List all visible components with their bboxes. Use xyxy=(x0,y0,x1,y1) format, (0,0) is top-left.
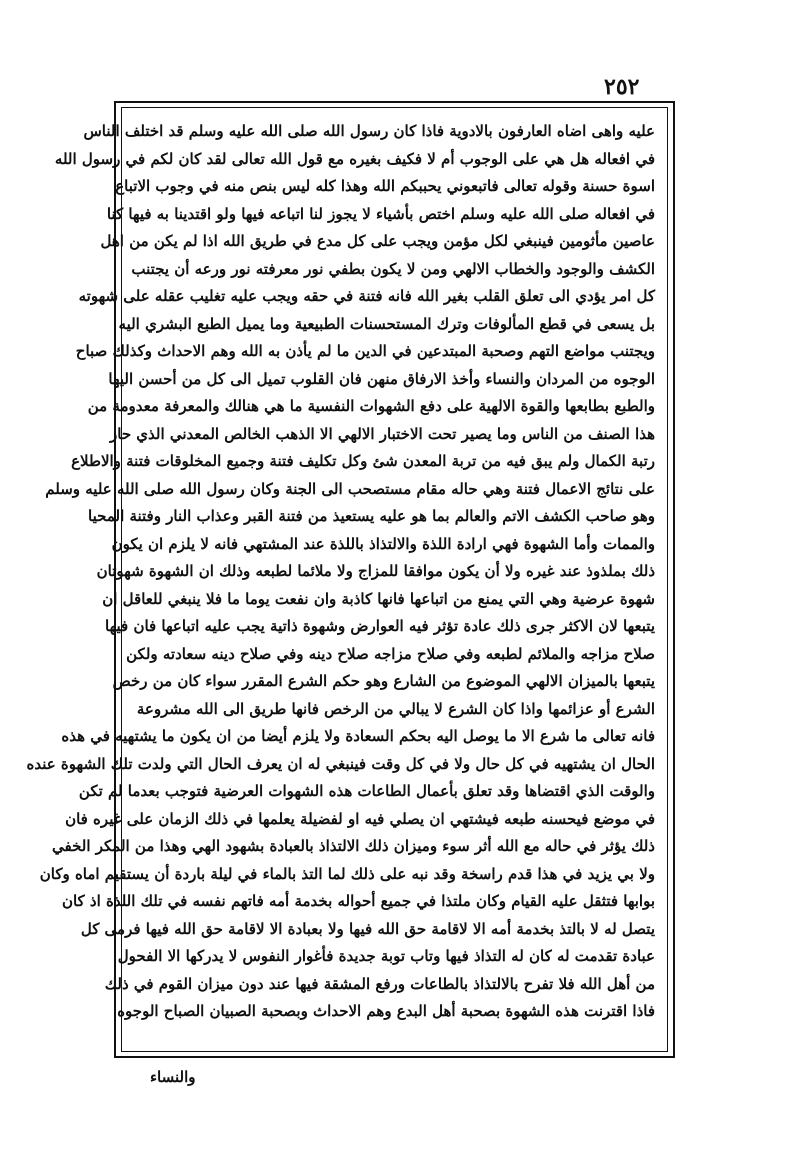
text-line: ذلك يؤثر في حاله مع الله أثر سوء وميزان ذلك الالتذاذ بالعبادة بشهود الهي وهذا من المكر الخفي xyxy=(52,837,655,855)
text-line: الحال ان يشتهيه في كل حال ولا في كل وقت فينبغي له ان يعرف الحال التي ولدت تلك الشهوة عنده xyxy=(26,754,655,773)
text-line: في افعاله هل هي على الوجوب أم لا فكيف بغيره مع قول الله تعالى لقد كان لكم في رسول الله xyxy=(54,149,655,168)
text-line: هذا الصنف من الناس وما يصير تحت الاختبار الالهي الا الذهب الخالص المعدني الذي حاز xyxy=(110,424,655,443)
text-line: يتبعها بالميزان الالهي الموضوع من الشارع وهو حكم الشرع المقرر سواء كان من رخص xyxy=(112,672,655,690)
text-line: يتصل له لا بالتذ بخدمة أمه الا لاقامة حق الله فيها ولا بعبادة الا لاقامة حق الله فيها فرمى كل xyxy=(80,919,655,938)
catchword: والنساء xyxy=(150,1068,196,1086)
text-line: اسوة حسنة وقوله تعالى فاتبعوني يحببكم الله وهذا كله ليس بنص منه في وجوب الاتباع xyxy=(115,177,655,195)
text-line: في افعاله صلى الله عليه وسلم اختص بأشياء لا يجوز لنا اتباعه فيها ولو اقتدينا به فيها كنا xyxy=(106,204,655,223)
text-line: صلاح مزاجه والملائم لطبعه وفي صلاح مزاجه صلاح دينه وفي صلاح دينه سعادته ولكن xyxy=(126,644,655,663)
text-line: عاصين مأثومين فينبغي لكل مؤمن ويجب على كل مدع في طريق الله اذا لم يكن من اهل xyxy=(100,232,655,250)
text-line: كل امر يؤدي الى تعلق القلب بغير الله فانه فتنة في حقه ويجب عليه تغليب عقله على شهوته xyxy=(78,287,655,305)
text-line: رتبة الكمال ولم يبق فيه من تربة المعدن شئ وكل تكليف فتنة وجميع المخلوقات فتنة والاطلاع xyxy=(71,452,655,470)
text-line: شهوة عرضية وهي التي يمنع من اتباعها فانها كاذبة وان نفعت يوما ما فلا ينبغي للعاقل ان xyxy=(102,589,655,608)
text-line: عبادة تقدمت له كان له التذاذ فيها وتاب توبة جديدة فأغوار النفوس لا يدركها الا الفحول xyxy=(117,947,655,965)
body-text xyxy=(26,118,655,1043)
text-line: على نتائج الاعمال فتنة وهي حاله مقام مستصحب الى الجنة وكان رسول الله صلى الله عليه وسلم xyxy=(45,479,655,498)
text-line: بل يسعى في قطع المألوفات وترك المستحسنات الطبيعية وما يميل الطبع البشري اليه xyxy=(118,314,655,333)
text-line: من أهل الله فلا تفرح بالالتذاذ بالطاعات ورفع المشقة فيها عند دون ميزان القوم في ذلك xyxy=(104,974,655,993)
text-line: الكشف والوجود والخطاب الالهي ومن لا يكون بطفي نور معرفته نور ورعه أن يجتنب xyxy=(131,259,655,278)
text-line: بوابها فتثقل عليه القيام وكان ملتذا في جميع أحواله بخدمة أمه فاتهم نفسه في تلك اللذة اذ كان xyxy=(61,892,655,910)
text-line: والطبع بطابعها والقوة الالهية على دفع الشهوات النفسية ما هي هنالك والمعرفة معدومة من xyxy=(87,397,655,415)
text-line: والممات وأما الشهوة فهي ارادة اللذة والالتذاذ باللذة عند المشتهي فانه لا يلزم ان يكون xyxy=(111,534,655,553)
text-line: ويجتنب مواضع التهم وصحبة المبتدعين في الدين ما لم يأذن به الله وهم الاحداث وكذلك صباح xyxy=(75,342,655,360)
text-line: وهو صاحب الكشف الاتم والعالم بما هو عليه يستعيذ من فتنة القبر وعذاب النار وفتنة المحيا xyxy=(88,507,655,525)
text-line: الشرع أو عزائمها واذا كان الشرع لا يبالي من الرخص فانها طريق الى الله مشروعة xyxy=(136,699,655,718)
text-line: في موضع فيحسنه طبعه فيشتهي ان يصلي فيه او لفضيلة يعلمها في ذلك الزمان على غيره فان xyxy=(65,809,655,828)
text-line: يتبعها لان الاكثر جرى ذلك عادة تؤثر فيه العوارض وشهوة ذاتية يجب عليه اتباعها فان فيها xyxy=(105,617,655,635)
text-line: فانه تعالى ما شرع الا ما يوصل اليه بحكم السعادة ولا يلزم أيضا من ان يكون ما يشتهيه في هذه xyxy=(61,727,655,745)
text-line: الوجوه من المردان والنساء وأخذ الارفاق منهن فان القلوب تميل الى كل من أحسن اليها xyxy=(108,369,655,388)
text-line: ولا بي يزيد في هذا قدم راسخة وقد نبه على ذلك لما التذ بالماء في ليلة باردة أن يستقيم اماه وكان xyxy=(39,864,655,883)
text-line: عليه واهى اضاه العارفون بالادوية فاذا كان رسول الله صلى الله عليه وسلم قد اختلف الناس xyxy=(83,122,655,140)
text-line: فاذا اقترنت هذه الشهوة بصحبة أهل البدع وهم الاحداث وبصحبة الصبيان الصباح الوجوه xyxy=(117,1002,655,1020)
text-line: ذلك بملذوذ عند غيره ولا أن يكون موافقا للمزاج ولا ملائما لطبعه وذلك ان الشهوة شهوتان xyxy=(96,562,655,580)
text-line: والوقت الذي اقتضاها وقد تعلق بأعمال الطاعات هذه الشهوات العرضية فتوجب بعدما لم تكن xyxy=(78,782,655,800)
page-number: ٢٥٢ xyxy=(604,74,640,100)
